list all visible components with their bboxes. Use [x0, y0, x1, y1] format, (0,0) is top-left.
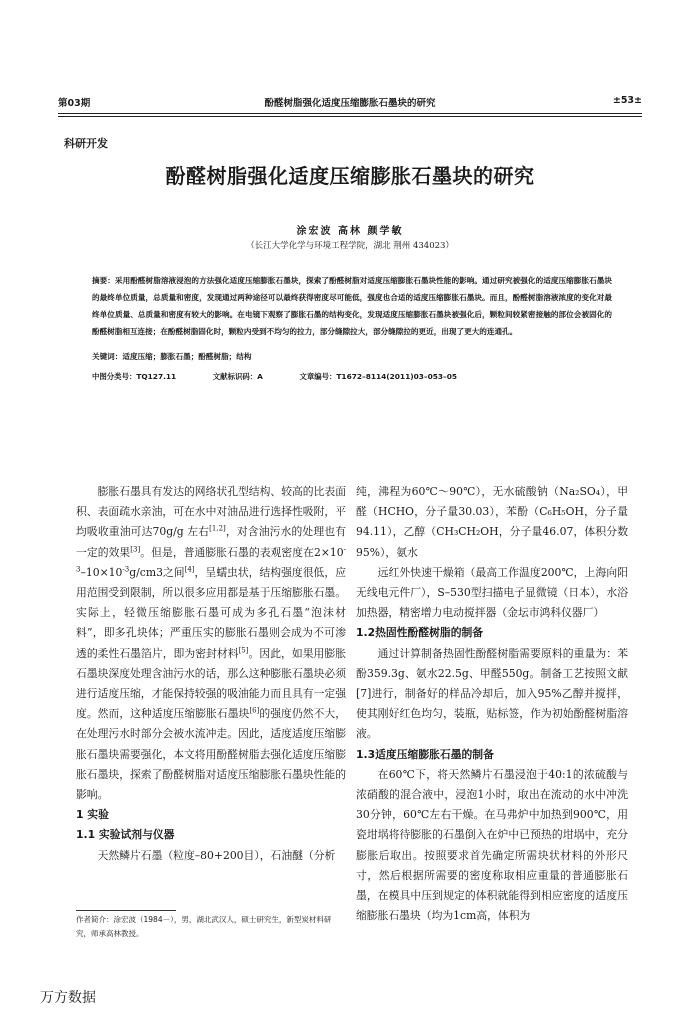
classification-line [92, 371, 612, 382]
heading-experiment: 1 实验 [76, 808, 109, 822]
article-number: 文章编号：T1672–8114(2011)03–053–05 [299, 372, 457, 381]
watermark: 万方数据 [40, 990, 96, 1006]
reagents-paragraph: 天然鳞片石墨（粒度–80+200目），石油醚（分析 [97, 848, 336, 862]
author-footnote: 作者简介：涂宏波（1984－），男，湖北武汉人，硕士研究生，新型炭材料研究，师承高林教授。 [76, 915, 332, 938]
running-title: 酚醛树脂强化适度压缩膨胀石墨块的研究 [264, 98, 436, 109]
issue-number: 第03期 [58, 98, 91, 109]
left-column [76, 482, 346, 866]
abstract [92, 272, 612, 340]
page-number: ±53± [612, 95, 642, 106]
section-label: 科研开发 [64, 137, 108, 150]
heading-block-prep: 1.3适度压缩膨胀石墨的制备 [356, 747, 494, 761]
right-column [356, 482, 628, 926]
document-code: 文献标识码：A [212, 372, 263, 381]
resin-paragraph: 通过计算制备热固性酚醛树脂需要原料的重量为：苯酚359.3g、氨水22.5g、甲醛550g。制备工艺按照文献[7]进行，制备好的样品冷却后，加入95%乙醇并搅拌，使其刚好红色均匀，装瓶，贴标签，作为初始酚醛树脂溶液。 [356, 646, 628, 741]
clc-number: 中图分类号：TQ127.11 [92, 372, 177, 381]
abstract-label: 摘要： [92, 276, 115, 285]
article-title: 酚醛树脂强化适度压缩膨胀石墨块的研究 [165, 164, 535, 188]
keywords-label: 关键词： [92, 352, 123, 361]
block-paragraph: 在60℃下，将天然鳞片石墨浸泡于40:1的浓硫酸与浓硝酸的混合液中，浸泡1小时，取出在流动的水中冲洗30分钟，60℃左右干燥。在马弗炉中加热到900℃，用瓷坩埚将待膨胀的石墨倒入在炉中已预热的坩埚中，充分膨胀后取出。按照要求首先确定所需块状材料的外形尺寸，然后根据所需要的密度称取相应重量的普通膨胀石墨，在模具中压到规定的体积就能得到相应密度的适度压缩膨胀石墨块（均为1cm高，体积为 [356, 767, 628, 923]
keywords [92, 351, 612, 362]
header-rule [58, 113, 642, 114]
heading-resin-prep: 1.2热固性酚醛树脂的制备 [356, 626, 484, 640]
affiliation: （长江大学化学与环境工程学院，湖北 荆州 434023） [246, 241, 454, 251]
abstract-text: 采用酚醛树脂溶液浸泡的方法强化适度压缩膨胀石墨块，探索了酚醛树脂对适度压缩膨胀石墨块性能的影响。通过研究被强化的适度压缩膨胀石墨块的最终单位质量，总质量和密度，发现通过两种途径可以最终获得密度尽可能低，强度也合适的适度压缩膨胀石墨块。而且，酚醛树脂溶液浓度的变化对最终单位质量、总质量和密度有较大的影响。在电镜下观察了膨胀石墨的结构变化，发现适度压缩膨胀石墨块被强化后，颗粒间较紧密接触的部位会被固化的酚醛树脂相互连接；在酚醛树脂固化时，颗粒内受到不均匀的拉力，部分缝隙拉大，部分缝隙拉的更近，出现了更大的连通孔。 [92, 276, 613, 336]
footnote-rule [76, 910, 176, 911]
reagents-continued: 纯，沸程为60℃～90℃），无水硫酸钠（Na₂SO₄），甲醛（HCHO，分子量30.03），苯酚（C₆H₅OH，分子量94.11），乙醇（CH₃CH₂OH，分子量46.07，体积分数95%），氨水 [356, 485, 628, 559]
header-rule-thin [58, 116, 642, 117]
keywords-text: 适度压缩；膨胀石墨；酚醛树脂；结构 [122, 352, 252, 361]
intro-paragraph: 膨胀石墨具有发达的网络状孔型结构、较高的比表面积、表面疏水亲油，可在水中对油品进行选择性吸附，平均吸收重油可达70g/g 左右[1,2]，对含油污水的处理也有一定的效果[3]。但是，普通膨胀石墨的表观密度在$2\times 10^{-3}-10\times 10^{-3}g/cm3$之间[4]，呈蠕虫状，结构强度很低，应用范围受到限制，所以很多应用都是基于压缩膨胀石墨。实际上，轻微压缩膨胀石墨可成为多孔石墨“泡沫材料”，即多孔块体；严重压实的膨胀石墨则会成为不可渗透的柔性石墨箔片，即为密封材料[5]。因此，如果用膨胀石墨块深度处理含油污水的话，那么这种膨胀石墨块必须进行适度压缩，才能保持较强的吸油能力而且具有一定强度。然而，这种适度压缩膨胀石墨块[6]的强度仍然不大，在处理污水时部分会被水流冲走。因此，适度适度压缩膨胀石墨块需要强化，本文将用酚醛树脂去强化适度压缩膨胀石墨块，探索了酚醛树脂对适度压缩膨胀石墨块性能的影响。 [76, 485, 347, 802]
authors: 涂宏波 高林 颜学敏 [296, 226, 404, 237]
running-header [58, 95, 642, 111]
instruments-paragraph: 远红外快速干燥箱（最高工作温度200℃，上海向阳无线电元件厂），S–530型扫描电子显微镜（日本），水浴加热器，精密增力电动搅拌器（金坛市鸿科仪器厂） [356, 565, 628, 620]
heading-reagents: 1.1 实验试剂与仪器 [76, 828, 175, 842]
